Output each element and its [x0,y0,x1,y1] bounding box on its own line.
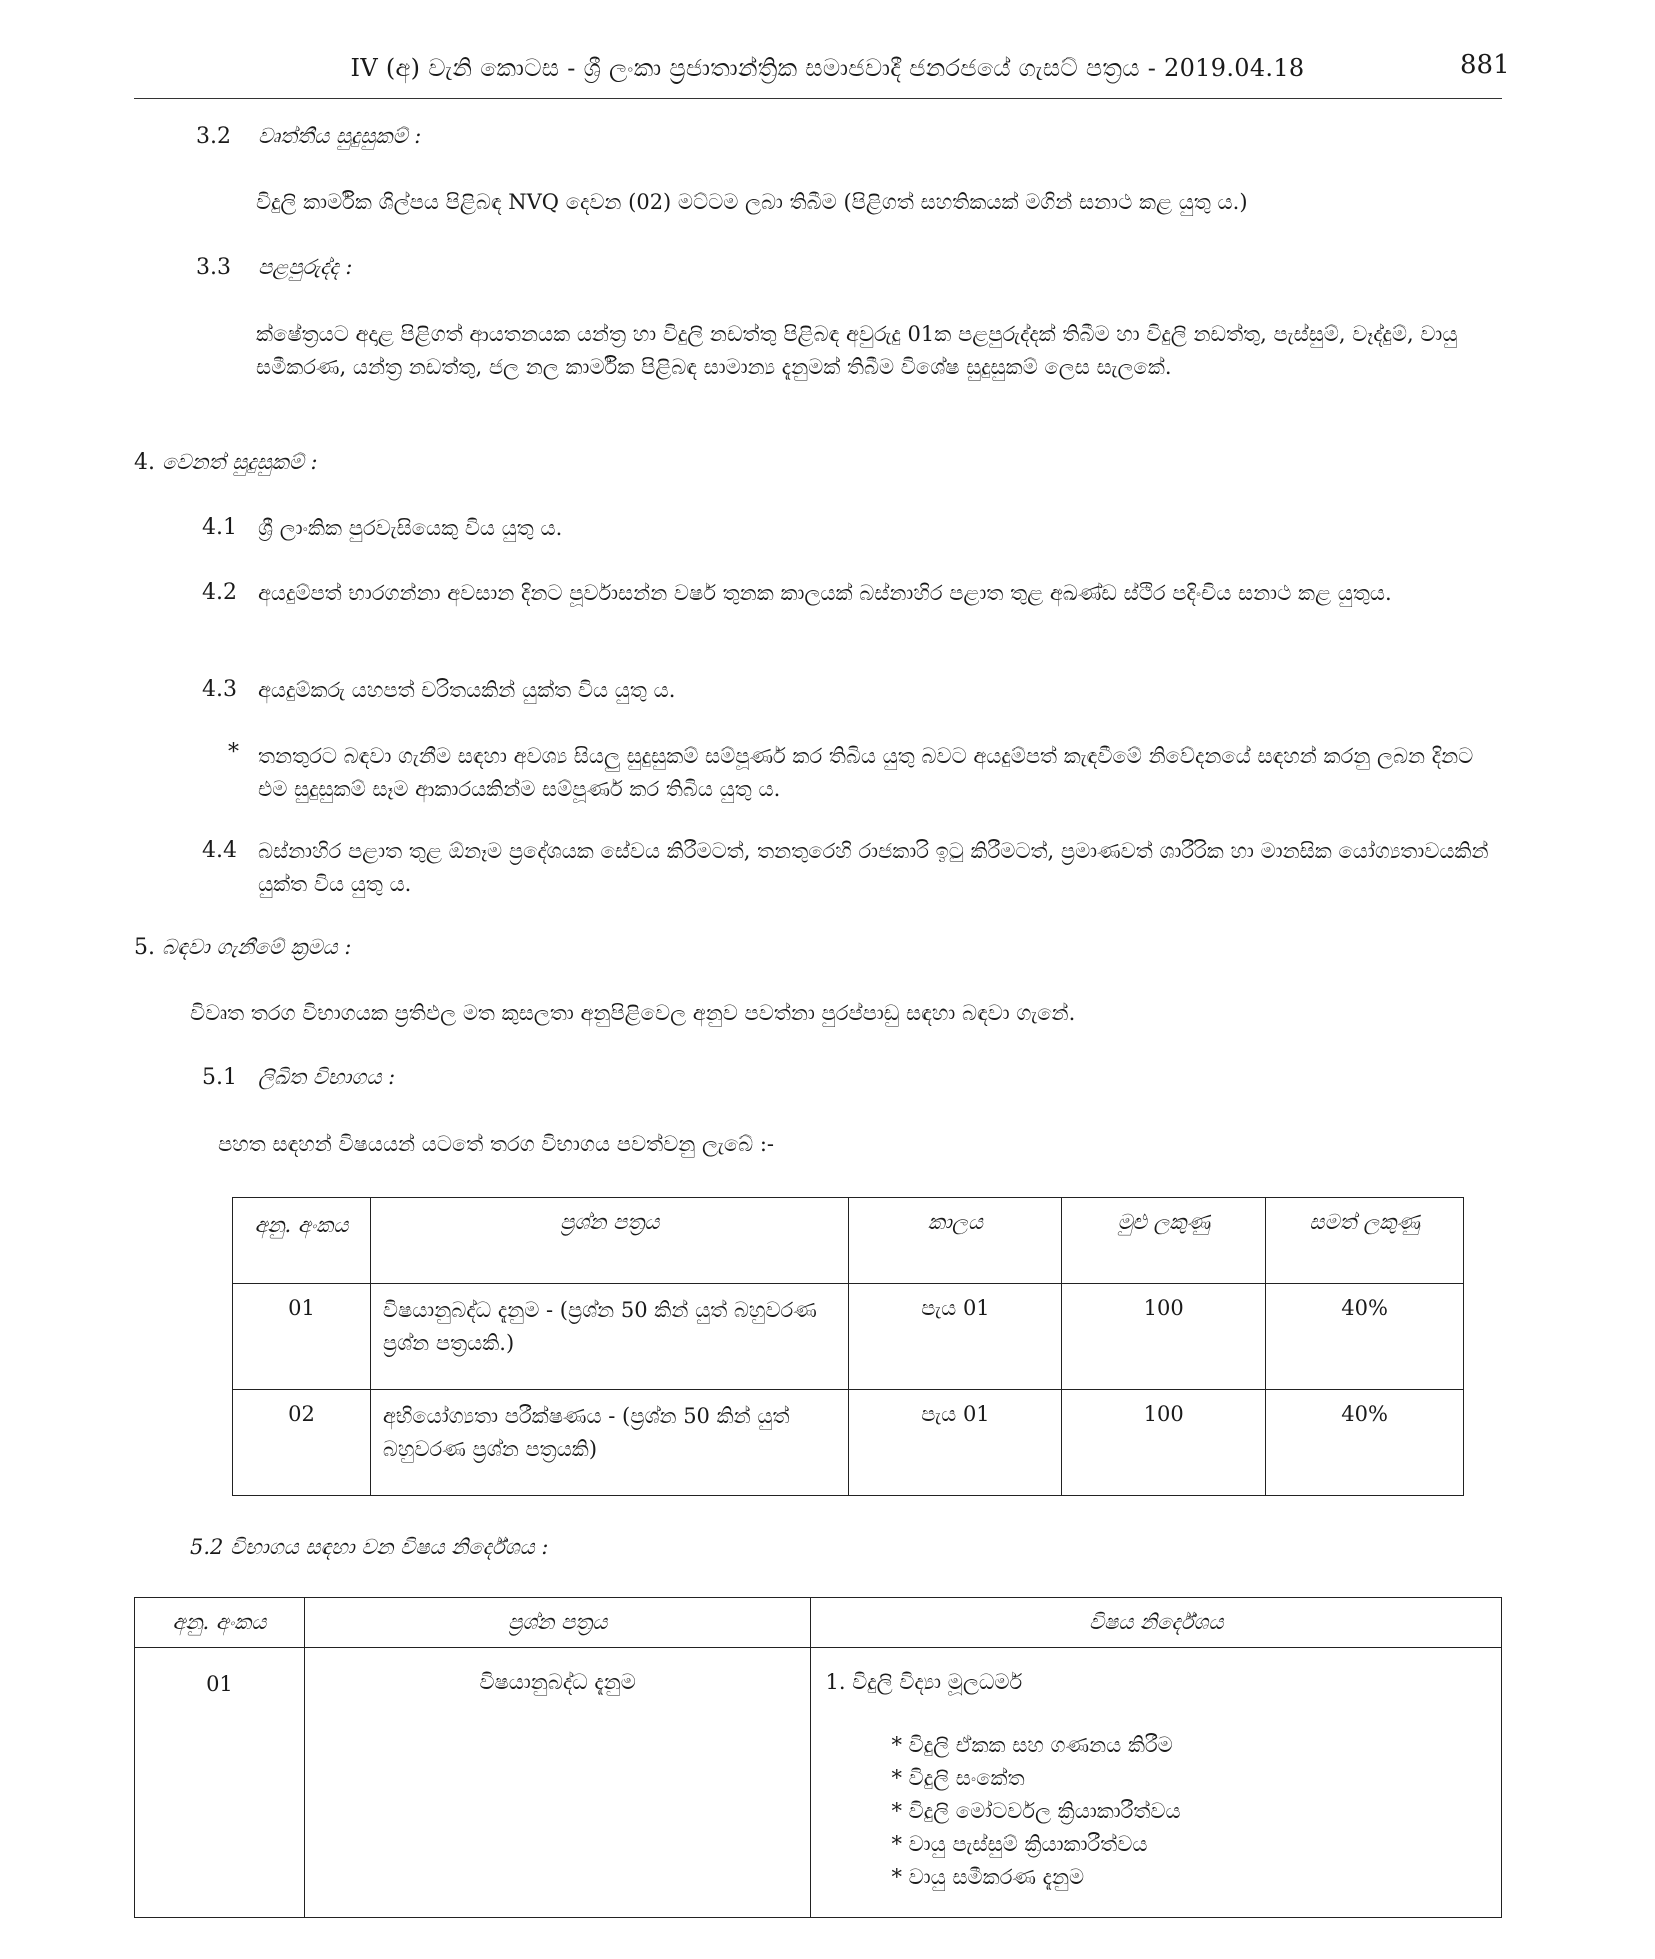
section-4-heading: වෙනත් සුදුසුකම් : [162,450,318,474]
cell-duration: පැය 01 [849,1390,1062,1496]
col-header-total-marks: මුළු ලකුණු [1062,1198,1266,1284]
list-item: * විදුලි සංකේත [891,1766,1025,1790]
syllabus-header-row [135,1598,1502,1648]
cell-number: 02 [233,1390,371,1496]
syllabus-topic-list [825,1729,1489,1894]
col-header-number: අනු. අංකය [233,1198,371,1284]
cell-total-marks: 100 [1062,1284,1266,1390]
syllabus-cell-content [811,1648,1502,1918]
table-row [135,1648,1502,1918]
section-5-2-heading: 5.2 විභාගය සඳහා වන විෂය නිර්දේශය : [190,1535,549,1559]
syllabus-table [134,1597,1502,1918]
syllabus-cell-paper: විෂයානුබද්ධ දැනුම [304,1648,811,1918]
cell-pass-marks: 40% [1266,1390,1464,1496]
cell-duration: පැය 01 [849,1284,1062,1390]
item-4-3-number: 4.3 [202,677,237,702]
written-exam-table [232,1197,1464,1496]
cell-paper: අභියෝග්‍යතා පරීක්ෂණය - (ප්‍රශ්න 50 කින් යුත් බහුවරණ ප්‍රශ්න පත්‍රයකි) [370,1390,849,1496]
table-header-row [233,1198,1464,1284]
page-number: 881 [1460,50,1510,80]
syllabus-col-number: අනු. අංකය [135,1598,305,1648]
header-rule [134,98,1502,99]
syllabus-col-paper: ප්‍රශ්න පත්‍රය [304,1598,811,1648]
section-3-2-text: විදුලි කාර්මික ශිල්පය පිළිබඳ NVQ දෙවන (02) මට්ටම ලබා තිබීම (පිළිගත් සහතිකයක් මගින් සනාථ කළ යුතු ය.) [256,190,1248,214]
section-5-1-intro: පහත සඳහන් විෂයයන් යටතේ තරග විභාගය පවත්වනු ලැබේ :- [218,1132,774,1156]
item-4-4-number: 4.4 [202,838,237,863]
section-5-text: විවෘත තරග විභාගයක ප්‍රතිඵල මත කුසලතා අනුපිළිවෙල අනුව පවත්නා පුරප්පාඩු සඳහා බඳවා ගැනේ. [190,1001,1076,1025]
section-5-heading: බඳවා ගැනීමේ ක්‍රමය : [162,935,352,959]
cell-pass-marks: 40% [1266,1284,1464,1390]
item-4-4-text: බස්නාහිර පළාත තුළ ඕනෑම ප්‍රදේශයක සේවය කිරීමටත්, තනතුරෙහි රාජකාරි ඉටු කිරීමටත්, ප්‍රමාණවත් ශාරීරික හා මානසික යෝග්‍යතාවයකින් යුක්ත විය යුතු ය. [258,839,1489,896]
cell-number: 01 [233,1284,371,1390]
section-3-3-text: ක්ෂේත්‍රයට අදාළ පිළිගත් ආයතනයක යන්ත්‍ර හා විදුලි නඩත්තු පිළිබඳ අවුරුදු 01ක පළපුරුද්දක් තිබීම හා විදුලි නඩත්තු, පැස්සුම්, වෑද්දුම්, වායු සමීකරණ, යන්ත්‍ර නඩත්තු, ජල නල කාර්මික පිළිබඳ සාමාන්‍ය දැනුමක් තිබීම විශේෂ සුදුසුකම් ලෙස සැලකේ. [256,322,1458,379]
section-4-number: 4. [134,450,155,475]
syllabus-col-syllabus: විෂය නිර්දේශය [811,1598,1502,1648]
note-asterisk: * [228,740,239,765]
syllabus-topic-title: 1. විදුලි විද්‍යා මූලධර්ම [825,1670,1023,1694]
col-header-pass-marks: සමත් ලකුණු [1266,1198,1464,1284]
list-item: * වායු පැස්සුම් ක්‍රියාකාරීත්වය [891,1832,1148,1856]
section-5-1-heading: ලිඛිත විභාගය : [258,1065,396,1089]
section-5-number: 5. [134,935,155,960]
list-item: * විදුලි මෝටර්වල ක්‍රියාකාරීත්වය [891,1799,1181,1823]
note-text: තනතුරට බඳවා ගැනීම සඳහා අවශ්‍ය සියලු සුදුසුකම් සම්පූර්ණ කර තිබිය යුතු බවට අයදුම්පත් කැඳවීමේ නිවේදනයේ සඳහන් කරනු ලබන දිනට එම සුදුසුකම් සෑම ආකාරයකින්ම සම්පූර්ණ කර තිබිය යුතු ය. [258,744,1474,801]
table-row [233,1284,1464,1390]
list-item: * විදුලි ඒකක සහ ගණනය කිරීම [891,1733,1173,1757]
table-row [233,1390,1464,1496]
cell-total-marks: 100 [1062,1390,1266,1496]
item-4-2-text: අයදුම්පත් භාරගන්නා අවසාන දිනට පූර්වාසන්න වර්ෂ තුනක කාලයක් බස්නාහිර පළාත තුළ අඛණ්ඩ ස්ථිර පදිංචිය සනාථ කළ යුතුය. [258,581,1392,605]
col-header-paper: ප්‍රශ්න පත්‍රය [370,1198,849,1284]
section-5-1-number: 5.1 [202,1065,237,1090]
item-4-1-number: 4.1 [202,515,237,540]
item-4-2-number: 4.2 [202,580,237,605]
cell-paper: විෂයානුබද්ධ දැනුම - (ප්‍රශ්න 50 කින් යුත් බහුවරණ ප්‍රශ්න පත්‍රයකි.) [370,1284,849,1390]
section-3-3-number: 3.3 [196,255,231,280]
section-3-2-heading: වෘත්තීය සුදුසුකම් : [258,124,422,148]
col-header-duration: කාලය [849,1198,1062,1284]
item-4-1-text: ශ්‍රී ලාංකික පුරවැසියෙකු විය යුතු ය. [258,516,563,540]
section-3-2-number: 3.2 [196,124,231,149]
running-header: IV (අ) වැනි කොටස - ශ්‍රී ලංකා ප්‍රජාතාන්ත්‍රික සමාජවාදී ජනරජයේ ගැසට් පත්‍රය - 2019.04.18 [350,54,1305,82]
list-item: * වායු සමීකරණ දැනුම [891,1865,1085,1889]
section-3-3-heading: පළපුරුද්ද : [258,255,353,279]
item-4-3-text: අයදුම්කරු යහපත් චරිතයකින් යුක්ත විය යුතු ය. [258,678,676,702]
syllabus-cell-number: 01 [135,1648,305,1918]
